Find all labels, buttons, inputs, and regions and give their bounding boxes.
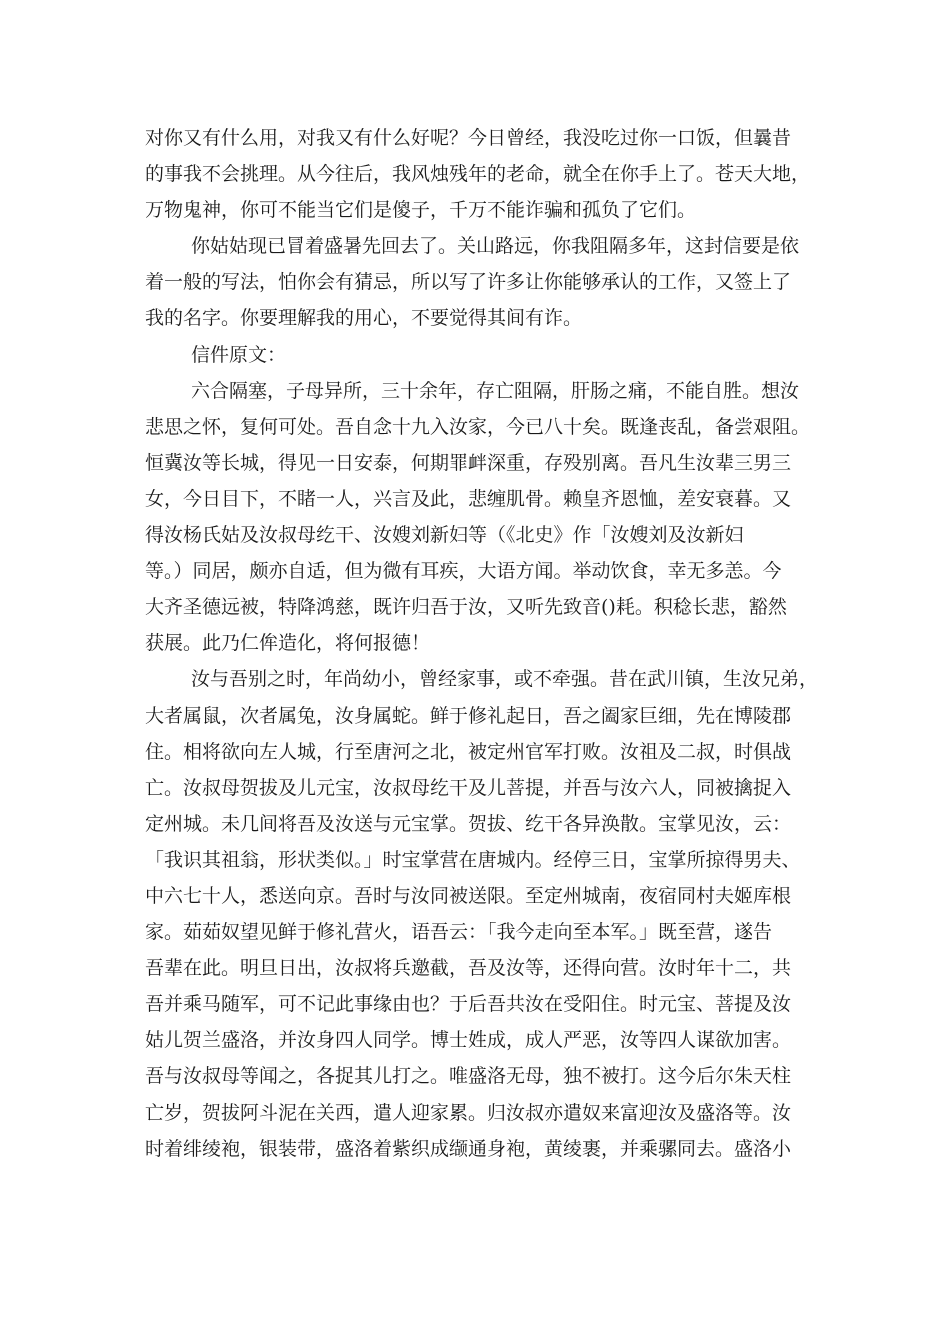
text-line: 信件原文： [191,343,287,366]
text-line: 住。相将欲向左人城，行至唐河之北，被定州官军打败。汝祖及二叔，时俱战 [145,740,792,763]
text-line: 「我识其祖翁，形状类似。」时宝掌营在唐城内。经停三日，宝掌所掠得男夫、 [145,848,801,871]
text-line: 吾与汝叔母等闻之，各捉其儿打之。唯盛洛无母，独不被打。这今后尔朱天柱 [145,1065,792,1088]
text-line: 万物鬼神，你可不能当它们是傻子，千万不能诈骗和孤负了它们。 [145,199,697,222]
text-line: 家。茹茹奴望见鲜于修礼营火，语吾云：「我今走向至本军。」既至营，遂告 [145,921,773,944]
text-line: 获展。此乃仁侔造化，将何报德！ [145,632,431,655]
text-line: 我的名字。你要理解我的用心，不要觉得其间有诈。 [145,307,583,330]
text-line: 时着绯绫袍，银装带，盛洛着紫织成缬通身袍，黄绫裹，并乘骡同去。盛洛小 [145,1137,792,1160]
text-line: 吾并乘马随军，可不记此事缘由也？于后吾共汝在受阳住。时元宝、菩提及汝 [145,993,792,1016]
text-line: 定州城。未几间将吾及汝送与元宝掌。贺拔、纥干各异涣散。宝掌见汝，云： [145,812,792,835]
text-line: 亡岁，贺拔阿斗泥在关西，遣人迎家累。归汝叔亦遣奴来富迎汝及盛洛等。汝 [145,1101,792,1124]
text-line: 汝与吾别之时，年尚幼小，曾经家事，或不牵强。昔在武川镇，生汝兄弟， [191,668,819,691]
body-text [145,120,845,1167]
text-line: 你姑姑现已冒着盛暑先回去了。关山路远，你我阻隔多年，这封信要是依 [191,235,800,258]
text-line: 的事我不会挑理。从今往后，我风烛残年的老命，就全在你手上了。苍天大地， [145,163,811,186]
text-line: 亡。汝叔母贺拔及儿元宝，汝叔母纥干及儿菩提，并吾与汝六人，同被擒捉入 [145,776,792,799]
text-line: 六合隔塞，子母异所，三十余年，存亡阻隔，肝肠之痛，不能自胜。想汝 [191,379,800,402]
text-line: 女，今日目下，不睹一人，兴言及此，悲缠肌骨。赖皇齐恩恤，差安衰暮。又 [145,487,792,510]
text-line: 大齐圣德远被，特降鸿慈，既许归吾于汝，又听先致音()耗。积稔长悲，豁然 [145,596,787,619]
text-line: 悲思之怀，复何可处。吾自念十九入汝家，今已八十矣。既逢丧乱，备尝艰阻。 [145,415,811,438]
text-line: 等。）同居，颇亦自适，但为微有耳疾，大语方闻。举动饮食，幸无多恙。今 [145,560,782,583]
text-line: 恒冀汝等长城，得见一日安泰，何期罪衅深重，存殁别离。吾凡生汝辈三男三 [145,451,792,474]
text-line: 吾辈在此。明旦日出，汝叔将兵邀截，吾及汝等，还得向营。汝时年十二，共 [145,957,792,980]
text-line: 对你又有什么用，对我又有什么好呢？今日曾经，我没吃过你一口饭，但曩昔 [145,127,792,149]
text-line: 姑儿贺兰盛洛，并汝身四人同学。博士姓成，成人严恶，汝等四人谋欲加害。 [145,1029,792,1052]
text-line: 中六七十人，悉送向京。吾时与汝同被送限。至定州城南，夜宿同村夫姬库根 [145,884,792,907]
text-line: 大者属鼠，次者属兔，汝身属蛇。鲜于修礼起日，吾之阖家巨细，先在博陵郡 [145,704,792,727]
text-line: 着一般的写法，怕你会有猜忌，所以写了许多让你能够承认的工作，又签上了 [145,271,792,294]
text-line: 得汝杨氏姑及汝叔母纥干、汝嫂刘新妇等（《北史》作「汝嫂刘及汝新妇 [145,524,744,547]
